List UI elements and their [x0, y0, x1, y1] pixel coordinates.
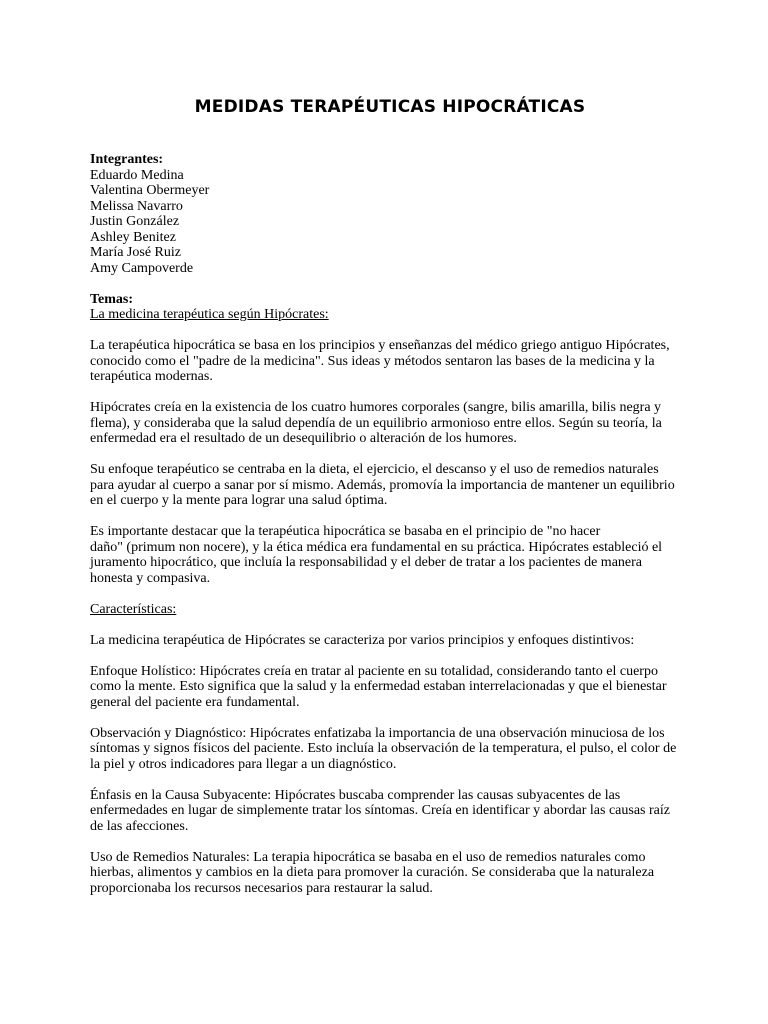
paragraph-line: síntomas y signos físicos del paciente. Esto incluía la observación de la temperatura, el pulso, el color de	[90, 741, 677, 756]
paragraph-line: para ayudar al cuerpo a sanar por sí mismo. Además, promovía la importancia de mantener un equilibrio	[90, 477, 675, 493]
member-name: Melissa Navarro	[90, 198, 183, 214]
paragraph-line: general del paciente era fundamental.	[90, 694, 300, 710]
paragraph-line: enfermedad era el resultado de un desequilibrio o alteración de los humores.	[90, 431, 517, 446]
paragraph	[90, 850, 690, 897]
paragraph-line: hierbas, alimentos y cambios en la dieta para promover la curación. Se consideraba que la naturaleza	[90, 865, 655, 880]
paragraph-line: proporcionaba los recursos necesarios para restaurar la salud.	[90, 880, 433, 896]
paragraph-line: en el cuerpo y la mente para lograr una salud óptima.	[90, 493, 388, 508]
paragraph-line: de las afecciones.	[90, 818, 189, 834]
members-label: Integrantes:	[90, 152, 164, 167]
paragraph-line: daño" (primum non nocere), y la ética médica era fundamental en su práctica. Hipócrates estableció el	[90, 539, 663, 555]
paragraph	[90, 462, 690, 509]
document-title: MEDIDAS TERAPÉUTICAS HIPOCRÁTICAS	[194, 97, 586, 117]
paragraph	[90, 664, 690, 711]
paragraph-line: Es importante destacar que la terapéutica hipocrática se basaba en el principio de "no hacer	[90, 524, 601, 539]
paragraph	[90, 338, 690, 385]
member-name: Justin González	[90, 214, 180, 229]
paragraph-line: La terapéutica hipocrática se basa en los principios y enseñanzas del médico griego antiguo Hipócrates,	[90, 338, 670, 353]
paragraph	[90, 726, 690, 773]
member-name: Eduardo Medina	[90, 167, 184, 183]
paragraph	[90, 788, 690, 835]
paragraph-line: La medicina terapéutica de Hipócrates se caracteriza por varios principios y enfoques distintivos:	[90, 632, 635, 648]
paragraph-line: conocido como el "padre de la medicina". Sus ideas y métodos sentaron las bases de la medicina y la	[90, 353, 655, 369]
members-block	[90, 152, 690, 276]
member-name: María José Ruiz	[90, 245, 181, 260]
paragraph-line: juramento hipocrático, que incluía la responsabilidad y el deber de tratar a los pacientes de manera	[90, 555, 642, 570]
member-name: Ashley Benitez	[90, 229, 176, 245]
paragraph-line: terapéutica modernas.	[90, 369, 213, 384]
paragraph-line: la piel y otros indicadores para llegar a un diagnóstico.	[90, 756, 397, 772]
document-page	[90, 96, 690, 912]
paragraph-line: Su enfoque terapéutico se centraba en la dieta, el ejercicio, el descanso y el uso de remedios naturales	[90, 462, 659, 477]
paragraph-line: Enfoque Holístico: Hipócrates creía en tratar al paciente en su totalidad, considerando tanto el cuerpo	[90, 663, 658, 679]
paragraph-line: como la mente. Esto significa que la salud y la enfermedad estaban interrelacionadas y que el bienestar	[90, 679, 667, 694]
member-name: Valentina Obermeyer	[90, 183, 210, 198]
paragraph-line: honesta y compasiva.	[90, 570, 211, 586]
paragraph	[90, 633, 690, 649]
member-name: Amy Campoverde	[90, 260, 194, 276]
paragraph-line: Énfasis en la Causa Subyacente: Hipócrates buscaba comprender las causas subyacentes de las	[90, 787, 621, 803]
paragraph	[90, 524, 690, 586]
paragraph-line: Uso de Remedios Naturales: La terapia hipocrática se basaba en el uso de remedios naturales como	[90, 849, 646, 865]
paragraph-line: flema), y consideraba que la salud dependía de un equilibrio armonioso entre ellos. Según su teoría, la	[90, 415, 662, 431]
paragraph-line: Hipócrates creía en la existencia de los cuatro humores corporales (sangre, bilis amarilla, bilis negra y	[90, 400, 662, 415]
paragraph-line: Observación y Diagnóstico: Hipócrates enfatizaba la importancia de una observación minuciosa de los	[90, 725, 665, 741]
paragraph	[90, 400, 690, 447]
section-heading-characteristics: Características:	[90, 601, 177, 617]
topics-label: Temas:	[90, 291, 134, 307]
paragraph-line: enfermedades en lugar de simplemente tratar los síntomas. Creía en identificar y abordar las causas raíz	[90, 803, 670, 818]
section-heading-hippocratic-medicine: La medicina terapéutica según Hipócrates:	[90, 307, 329, 322]
